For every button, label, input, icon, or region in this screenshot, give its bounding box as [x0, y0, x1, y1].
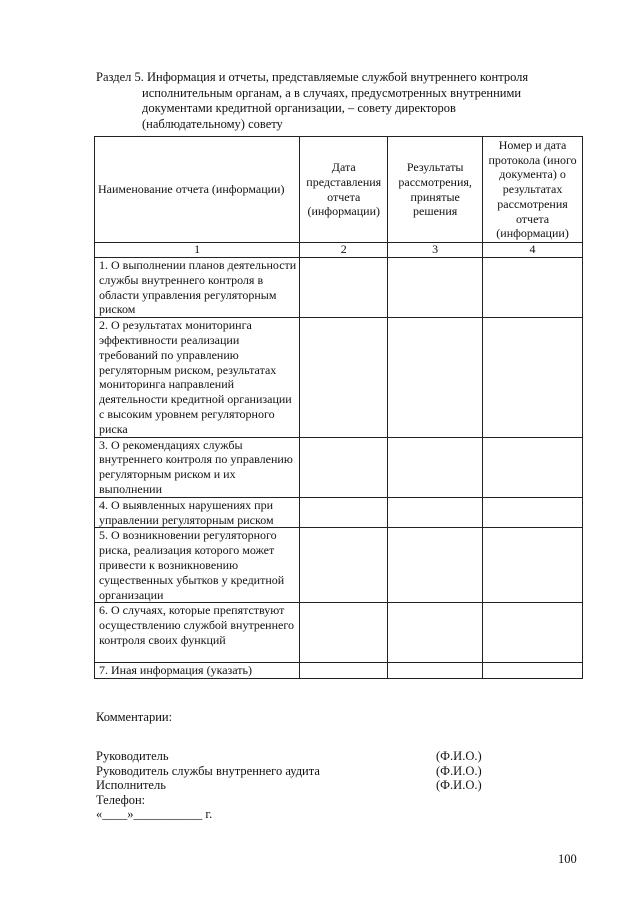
empty-cell[interactable]: [483, 258, 583, 318]
report-item: 6. О случаях, которые препятствуют осуществлению службой внутреннего контроля своих функций: [95, 603, 300, 663]
report-item: 1. О выполнении планов деятельности службы внутреннего контроля в области управления регуляторным риском: [95, 258, 300, 318]
signature-fio: (Ф.И.О.): [436, 763, 482, 778]
empty-cell[interactable]: [388, 528, 483, 603]
table-row: [95, 318, 583, 437]
column-number: 2: [300, 243, 388, 258]
header-report-name: Наименование отчета (информации): [95, 137, 300, 243]
table-row: [95, 663, 583, 679]
empty-cell[interactable]: [388, 437, 483, 497]
date-line: «____»___________ г.: [96, 807, 213, 821]
signature-block: [96, 749, 516, 822]
comments-label: Комментарии:: [96, 710, 173, 724]
table-row: [95, 437, 583, 497]
header-protocol-number-date: Номер и дата протокола (иного документа) о результатах рассмотрения отчета (информации): [483, 137, 583, 243]
column-number: 1: [95, 243, 300, 258]
empty-cell[interactable]: [483, 318, 583, 437]
empty-cell[interactable]: [300, 603, 388, 663]
column-number: 4: [483, 243, 583, 258]
empty-cell[interactable]: [388, 497, 483, 528]
signature-role: Руководитель службы внутреннего аудита: [96, 763, 320, 778]
page-number: 100: [558, 852, 577, 866]
empty-cell[interactable]: [300, 497, 388, 528]
empty-cell[interactable]: [483, 437, 583, 497]
report-item: 2. О результатах мониторинга эффективности реализации требований по управлению регуляторным риском, результатах мониторинга направлений деятельности кредитной организации с высоким уровнем регуляторного риска: [95, 318, 300, 437]
report-item: 7. Иная информация (указать): [95, 663, 300, 679]
empty-cell[interactable]: [300, 528, 388, 603]
heading-line: Раздел 5. Информация и отчеты, представляемые службой внутреннего контроля: [96, 70, 529, 84]
empty-cell[interactable]: [483, 603, 583, 663]
column-number: 3: [388, 243, 483, 258]
empty-cell[interactable]: [388, 663, 483, 679]
header-submission-date: Дата представления отчета (информации): [300, 137, 388, 243]
empty-cell[interactable]: [483, 528, 583, 603]
empty-cell[interactable]: [388, 603, 483, 663]
heading-line: (наблюдательному) совету: [142, 116, 283, 131]
table-row: [95, 497, 583, 528]
table-row: [95, 603, 583, 663]
section-heading: [96, 70, 566, 132]
phone-label: Телефон:: [96, 792, 146, 807]
empty-cell[interactable]: [300, 258, 388, 318]
empty-cell[interactable]: [388, 258, 483, 318]
signature-row: [96, 778, 516, 793]
empty-cell[interactable]: [388, 318, 483, 437]
signature-row: [96, 764, 516, 779]
empty-cell[interactable]: [300, 663, 388, 679]
signature-role: Руководитель: [96, 749, 169, 763]
heading-line: документами кредитной организации, – совету директоров: [142, 101, 456, 115]
empty-cell[interactable]: [483, 497, 583, 528]
report-item: 3. О рекомендациях службы внутреннего контроля по управлению регуляторным риском и их выполнении: [95, 437, 300, 497]
table-row: [95, 528, 583, 603]
empty-cell[interactable]: [300, 318, 388, 437]
signature-row: [96, 749, 516, 764]
empty-cell[interactable]: [483, 663, 583, 679]
header-review-results: Результаты рассмотрения, принятые решения: [388, 137, 483, 243]
report-table: [94, 136, 583, 679]
signature-fio: (Ф.И.О.): [436, 749, 482, 763]
column-number-row: [95, 243, 583, 258]
signature-fio: (Ф.И.О.): [436, 778, 482, 792]
report-item: 5. О возникновении регуляторного риска, реализация которого может привести к возникновению существенных убытков у кредитной организации: [95, 528, 300, 603]
report-item: 4. О выявленных нарушениях при управлении регуляторным риском: [95, 497, 300, 528]
table-row: [95, 258, 583, 318]
heading-line: исполнительным органам, а в случаях, предусмотренных внутренними: [142, 85, 522, 100]
empty-cell[interactable]: [300, 437, 388, 497]
signature-role: Исполнитель: [96, 778, 166, 792]
